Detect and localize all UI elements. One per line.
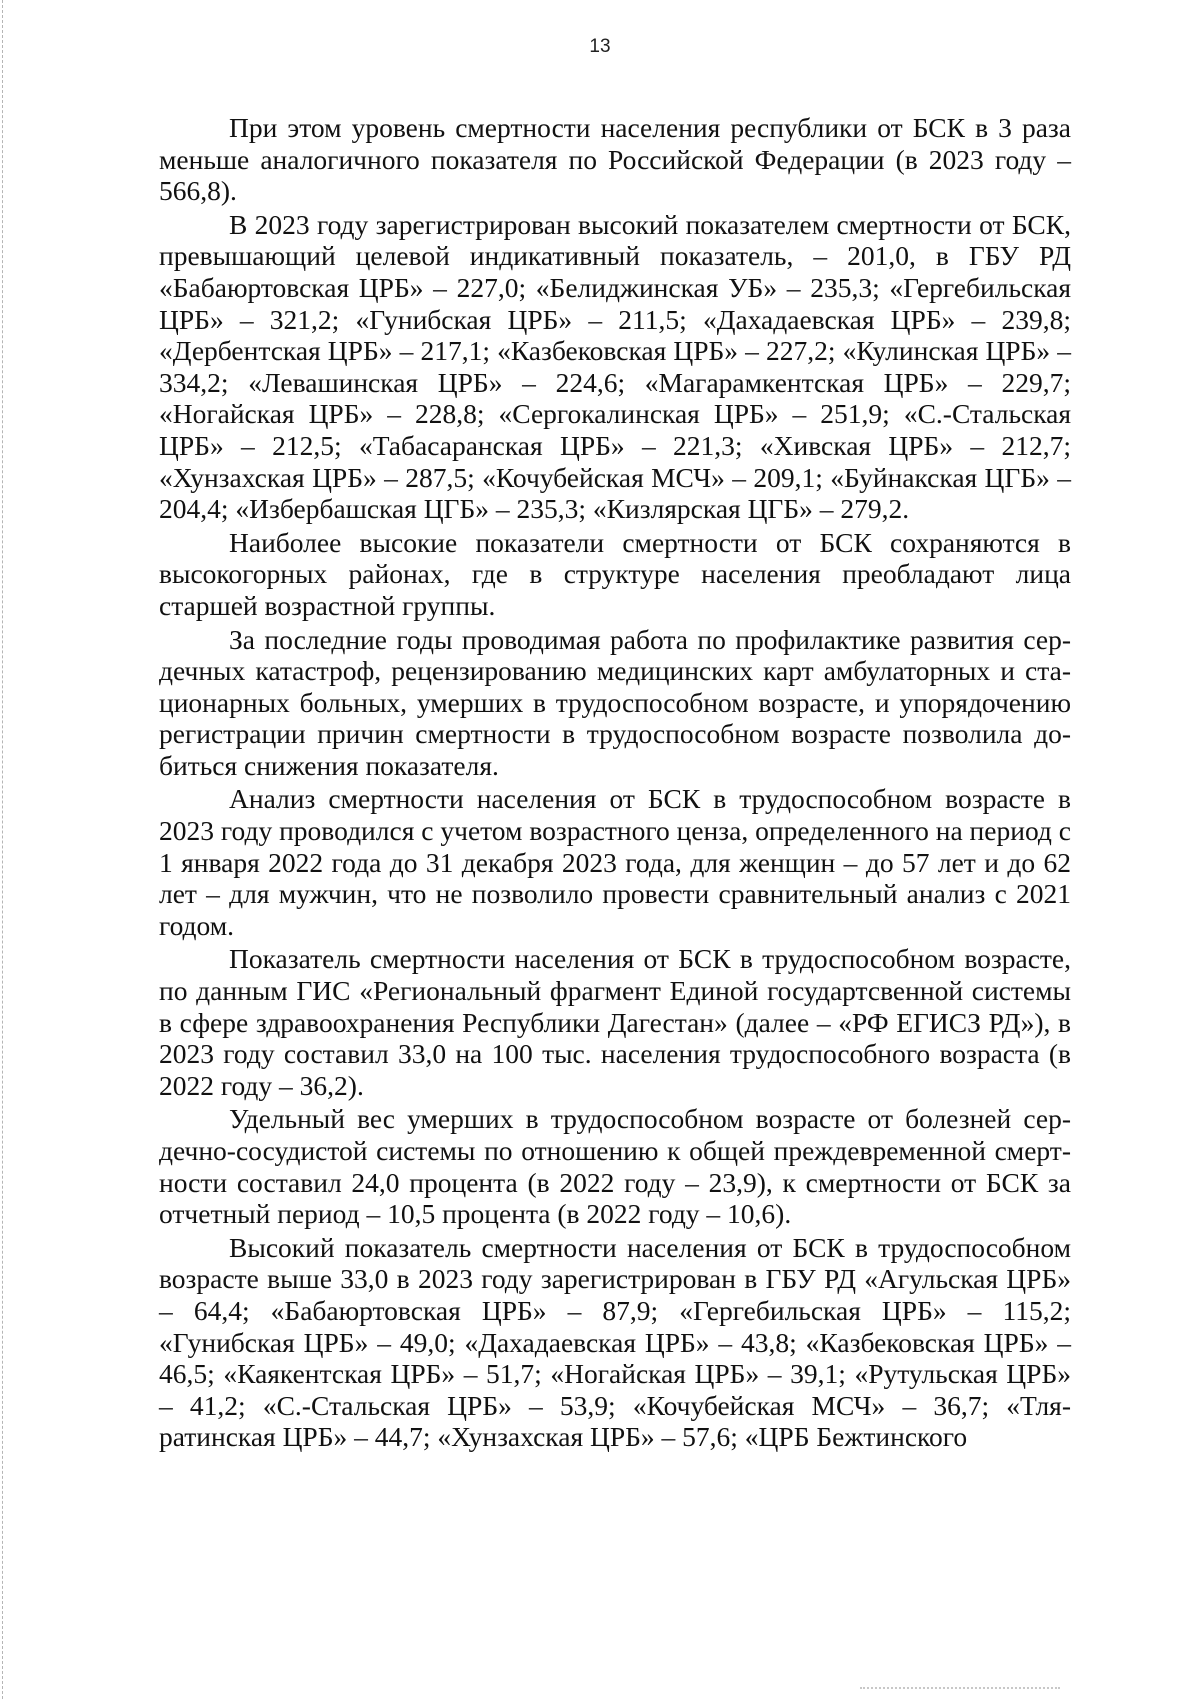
document-body [159, 112, 1071, 1455]
paragraph-3: Наиболее высокие показатели смертности от БСК сохраняются в высокогорных районах, где в структуре населения преобладают лица старшей возрастной группы. [159, 526, 1071, 621]
page-number: 13 [589, 36, 611, 57]
paragraph-4: За последние годы проводимая работа по профилактике развития сердечных катастроф, рецензированию медицинских карт амбулаторных и стационарных больных, умерших в трудоспособном возрасте, и упорядочению регистрации причин смертности в трудоспособном возрасте позволила добиться снижения показателя. [159, 623, 1071, 781]
scan-edge-line [2, 0, 3, 1699]
paragraph-7: Удельный вес умерших в трудоспособном возрасте от болезней сердечно-сосудистой системы по отношению к общей преждевременной смертности составил 24,0 процента (в 2022 году – 23,9), к смертности от БСК за отчетный период – 10,5 процента (в 2022 году – 10,6). [159, 1103, 1071, 1230]
paragraph-5: Анализ смертности населения от БСК в трудоспособном возрасте в 2023 году проводился с учетом возрастного ценза, определенного на период с 1 января 2022 года до 31 декабря 2023 года, для женщин – до 57 лет и до 62 лет – для мужчин, что не позволило провести сравнительный анализ с 2021 годом. [159, 783, 1071, 941]
paragraph-6: Показатель смертности населения от БСК в трудоспособном возрасте, по данным ГИС «Региональный фрагмент Единой государтсвенной системы в сфере здравоохранения Республики Дагестан» (далее – «РФ ЕГИСЗ РД»), в 2023 году составил 33,0 на 100 тыс. населения трудоспособного возраста (в 2022 году – 36,2). [159, 943, 1071, 1101]
paragraph-1: При этом уровень смертности населения республики от БСК в 3 раза меньше аналогичного показателя по Российской Федерации (в 2023 году – 566,8). [159, 112, 1071, 207]
paragraph-2: В 2023 году зарегистрирован высокий показателем смертности от БСК, превышающий целевой индикативный показатель, – 201,0, в ГБУ РД «Бабаюртовская ЦРБ» – 227,0; «Белиджинская УБ» – 235,3; «Гергебильская ЦРБ» – 321,2; «Гунибская ЦРБ» – 211,5; «Дахадаевская ЦРБ» – 239,8; «Дербентская ЦРБ» – 217,1; «Казбековская ЦРБ» – 227,2; «Кулинская ЦРБ» – 334,2; «Левашинская ЦРБ» – 224,6; «Магарамкентская ЦРБ» – 229,7; «Ногайская ЦРБ» – 228,8; «Сергокалинская ЦРБ» – 251,9; «С.-Стальская ЦРБ» – 212,5; «Табасаранская ЦРБ» – 221,3; «Хивская ЦРБ» – 212,7; «Хунзахская ЦРБ» – 287,5; «Кочубейская МСЧ» – 209,1; «Буйнакская ЦГБ» – 204,4; «Избербашская ЦГБ» – 235,3; «Кизлярская ЦГБ» – 279,2. [159, 208, 1071, 525]
scan-bottom-mark [860, 1687, 1060, 1689]
paragraph-8: Высокий показатель смертности населения от БСК в трудоспособном возрасте выше 33,0 в 2023 году зарегистрирован в ГБУ РД «Агульская ЦРБ» – 64,4; «Бабаюртовская ЦРБ» – 87,9; «Гергебильская ЦРБ» – 115,2; «Гунибская ЦРБ» – 49,0; «Дахадаевская ЦРБ» – 43,8; «Казбековская ЦРБ» – 46,5; «Каякентская ЦРБ» – 51,7; «Ногайская ЦРБ» – 39,1; «Рутульская ЦРБ» – 41,2; «С.-Стальская ЦРБ» – 53,9; «Кочубейская МСЧ» – 36,7; «Тляратинская ЦРБ» – 44,7; «Хунзахская ЦРБ» – 57,6; «ЦРБ Бежтинского [159, 1231, 1071, 1453]
